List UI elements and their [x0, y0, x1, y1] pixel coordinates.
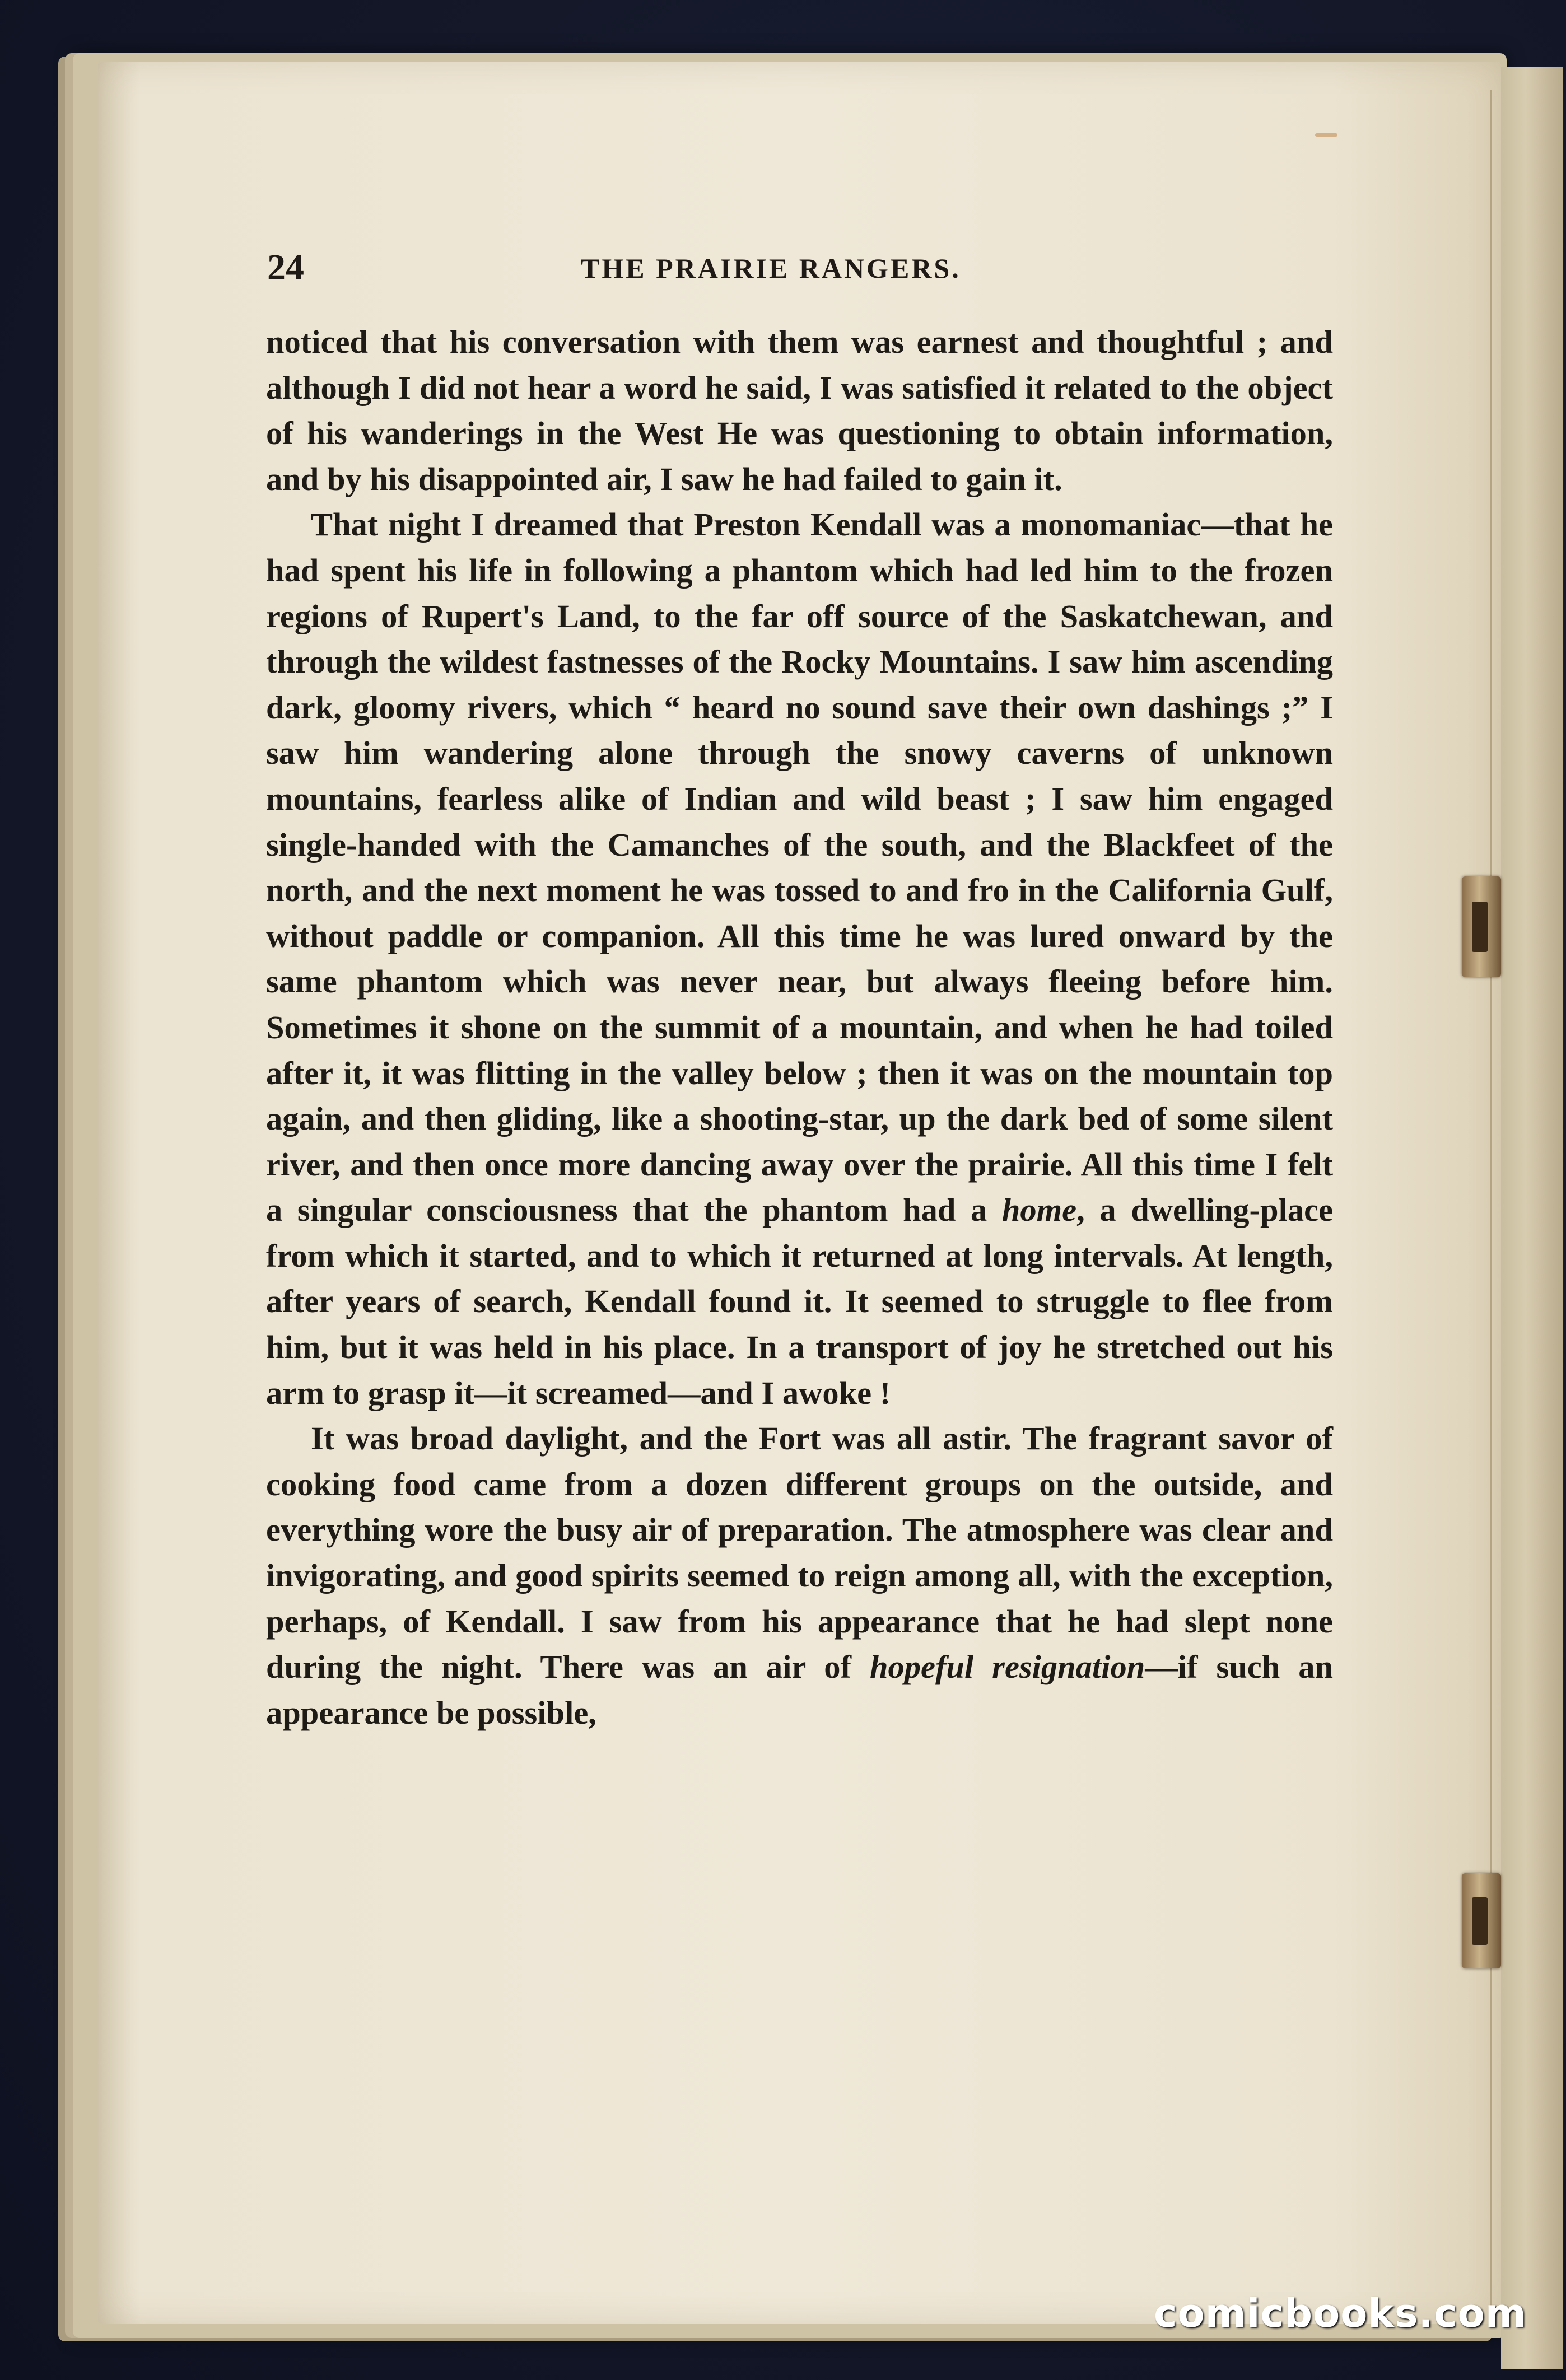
page-stain	[1315, 133, 1337, 137]
paragraph-3-italic: hopeful resignation	[869, 1649, 1145, 1686]
paragraph-2-text: That night I dreamed that Preston Kendall was a monomaniac—that he had spent his life in following a phantom which had led him to the frozen regions of Rupert's Land, to the far off source of the Saskatchewan, and through the wildest fastnesses of the Rocky Mountains. I saw him ascending dark, gloomy rivers, which “ heard no sound save their own dashings ;” I saw him wandering alone through the snowy caverns of unknown mountains, fearless alike of Indian and wild beast ; I saw him engaged single-handed with the Camanches of the south, and the Blackfeet of the north, and the next moment he was tossed to and fro in the California Gulf, without paddle or companion. All this time he was lured onward by the same phantom which was never near, but always fleeing before him. Sometimes it shone on the summit of a mountain, and when he had toiled after it, it was flitting in the valley below ; then it was on the mountain top again, and then gliding, like a shooting-star, up the dark bed of some silent river, and then once more dancing away over the prairie. All this time I felt a singular consciousness that the phantom had a	[266, 506, 1333, 1229]
watermark: comicbooks.com	[1154, 2290, 1527, 2336]
paragraph-2-italic: home	[1001, 1192, 1077, 1229]
binding-clip-bottom	[1462, 1873, 1501, 1968]
paragraph-3-text: It was broad daylight, and the Fort was all astir. The fragrant savor of cooking food came from a dozen different groups on the outside, and everything wore the busy air of preparation. The atmosphere was clear and invigorating, and good spirits seemed to reign among all, with the exception, perhaps, of Kendall. I saw from his appearance that he had slept none during the night. There was an air of	[266, 1420, 1333, 1686]
page-header	[267, 246, 1331, 297]
paragraph-3-after: —if such an appearance be possible,	[266, 1649, 1334, 1731]
paragraph-1-text: noticed that his conversation with them was earnest and thoughtful ; and although I did not hear a word he said, I was satisfied it related to the object of his wanderings in the West He was questioning to obtain information, and by his disappointed air, I saw he had failed to gain it.	[266, 324, 1333, 497]
running-head: THE PRAIRIE RANGERS.	[581, 253, 961, 284]
facing-page-edge	[1501, 67, 1563, 2369]
page-gutter	[1490, 90, 1492, 2307]
paragraph-1	[266, 319, 1333, 502]
paragraph-2	[266, 502, 1333, 1416]
body-text	[266, 319, 1333, 1735]
paragraph-2-after: , a dwelling-place from which it started, and to which it returned at long intervals. At length, after years of search, Kendall found it. It seemed to struggle to flee from him, but it was held in his place. In a transport of joy he stretched out his arm to grasp it—it screamed—and I awoke !	[266, 1192, 1334, 1411]
page-number: 24	[267, 247, 304, 288]
binding-clip-top	[1462, 876, 1501, 977]
paragraph-3	[266, 1416, 1333, 1735]
